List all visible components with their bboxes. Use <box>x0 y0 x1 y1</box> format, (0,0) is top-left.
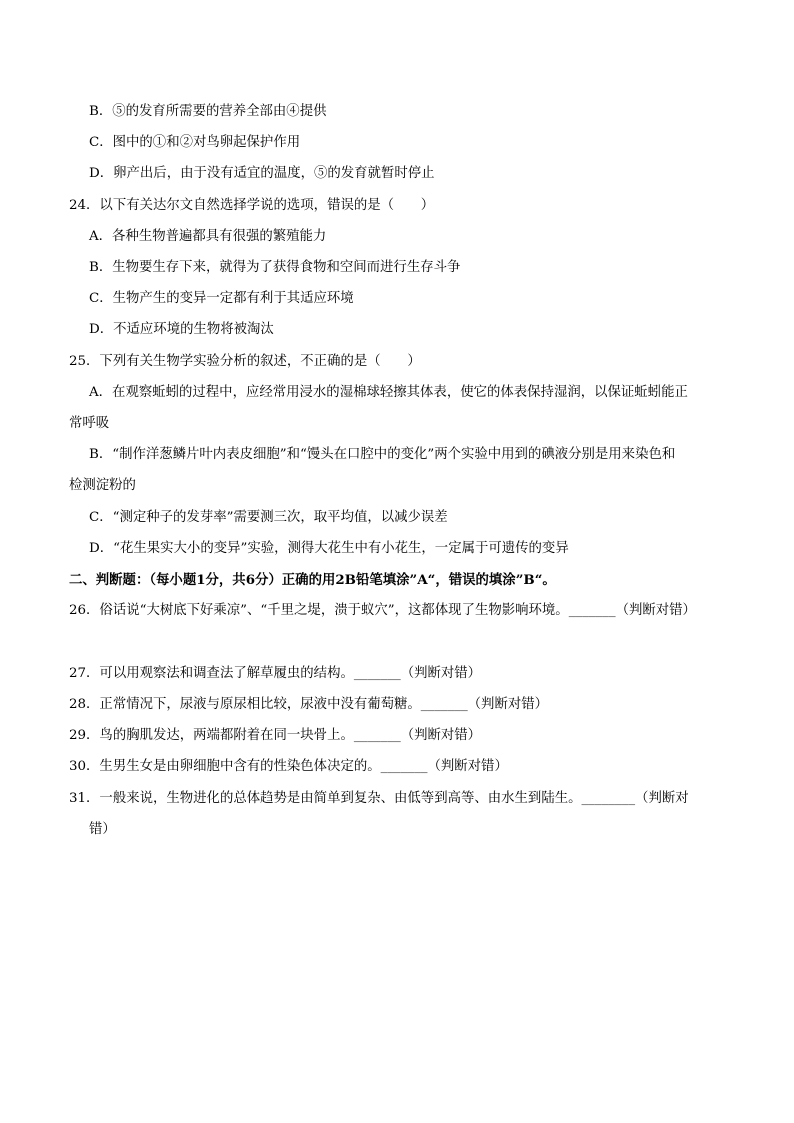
q25-option-a-line1: A．在观察蚯蚓的过程中，应经常用浸水的湿棉球轻擦其体表，使它的体表保持湿润，以保证蚯蚓能正 <box>89 385 688 400</box>
q23-option-b: B．⑤的发育所需要的营养全部由④提供 <box>89 104 327 119</box>
q29: 29．鸟的胸肌发达，两端都附着在同一块骨上。_______（判断对错） <box>69 728 482 743</box>
q26: 26．俗话说“大树底下好乘凉”、“千里之堤，溃于蚁穴”，这都体现了生物影响环境。_______（判断对错） <box>69 603 696 618</box>
q25-stem: 25．下列有关生物学实验分析的叙述，不正确的是（ ） <box>69 354 421 369</box>
q25-option-b-line2: 检测淀粉的 <box>69 478 136 493</box>
q25-option-c: C．“测定种子的发芽率”需要测三次，取平均值，以减少误差 <box>89 510 448 525</box>
q30: 30．生男生女是由卵细胞中含有的性染色体决定的。_______（判断对错） <box>69 759 508 774</box>
q24-option-a: A．各种生物普遍都具有很强的繁殖能力 <box>89 229 327 244</box>
q23-option-d: D．卵产出后，由于没有适宜的温度，⑤的发育就暂时停止 <box>89 166 435 181</box>
section-2-heading: 二、判断题：（每小题1分，共6分）正确的用2B铅笔填涂”A“，错误的填涂”B“。 <box>69 572 556 588</box>
q24-option-b: B．生物要生存下来，就得为了获得食物和空间而进行生存斗争 <box>89 260 461 275</box>
q28: 28．正常情况下，尿液与原尿相比较，尿液中没有葡萄糖。_______（判断对错） <box>69 697 549 712</box>
q27: 27．可以用观察法和调查法了解草履虫的结构。_______（判断对错） <box>69 666 482 681</box>
q24-option-d: D．不适应环境的生物将被淘汰 <box>89 322 274 337</box>
q31-line2: 错） <box>89 822 116 837</box>
q25-option-b-line1: B．“制作洋葱鳞片叶内表皮细胞”和“馒头在口腔中的变化”两个实验中用到的碘液分别是用来染色和 <box>89 447 676 462</box>
q25-option-a-line2: 常呼吸 <box>69 416 110 431</box>
q31-line1: 31．一般来说，生物进化的总体趋势是由简单到复杂、由低等到高等、由水生到陆生。________（判断对 <box>69 791 689 806</box>
q24-option-c: C．生物产生的变异一定都有利于其适应环境 <box>89 291 354 306</box>
q24-stem: 24．以下有关达尔文自然选择学说的选项，错误的是（ ） <box>69 198 435 213</box>
q25-option-d: D．“花生果实大小的变异”实验，测得大花生中有小花生，一定属于可遗传的变异 <box>89 541 569 556</box>
q23-option-c: C．图中的①和②对鸟卵起保护作用 <box>89 135 301 150</box>
